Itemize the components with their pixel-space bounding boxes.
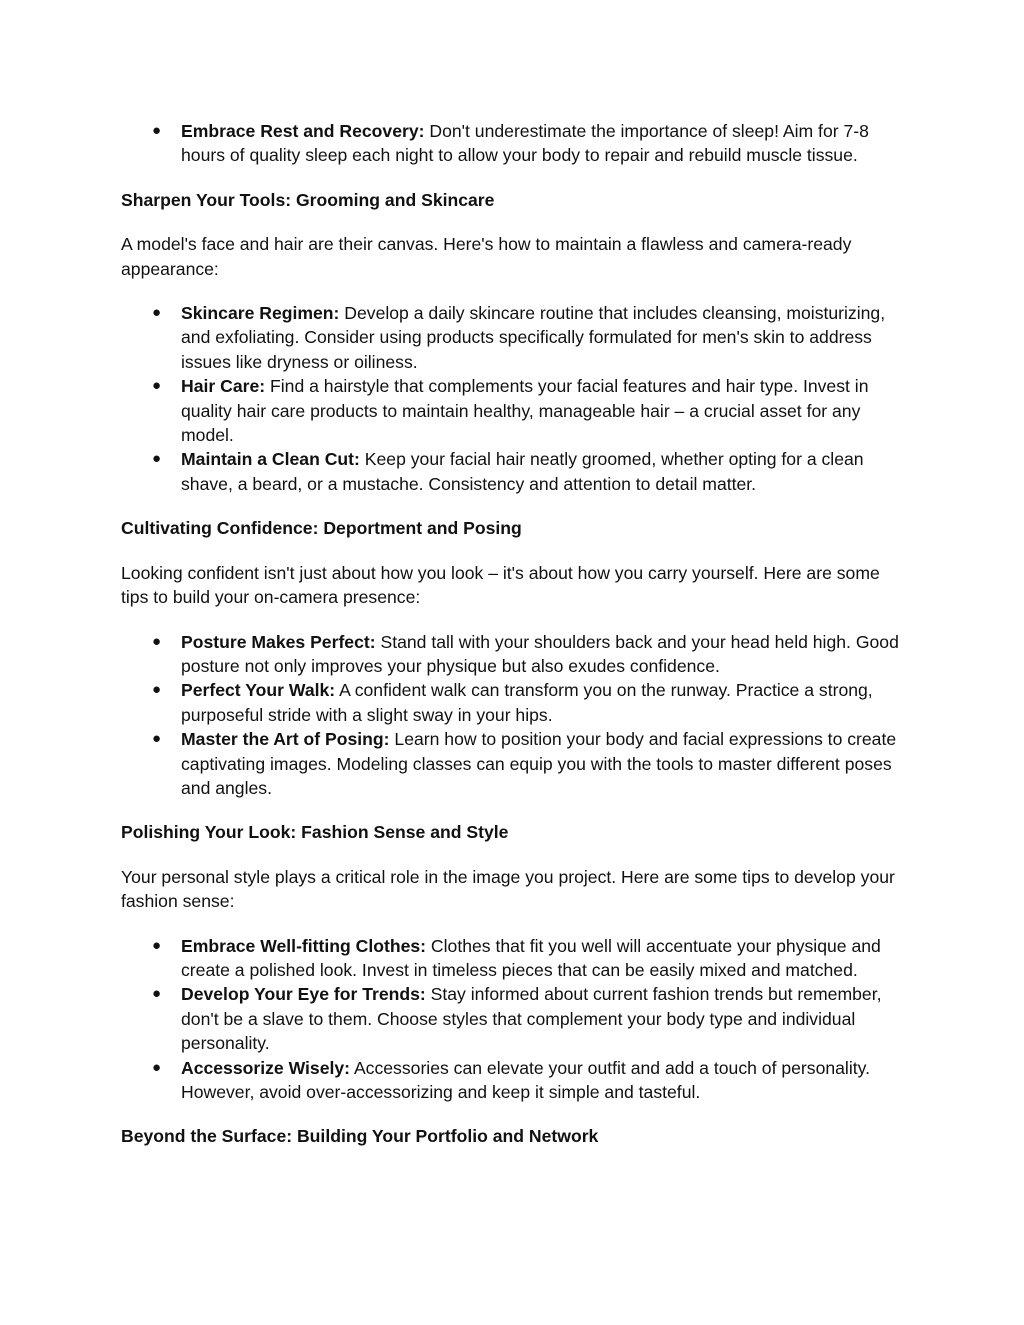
list-item-term: Accessorize Wisely: <box>181 1057 351 1078</box>
list-item-term: Develop Your Eye for Trends: <box>181 984 426 1005</box>
list-item <box>121 982 905 1055</box>
list-item-term: Hair Care: <box>181 376 266 397</box>
bullet-icon: ● <box>152 985 162 1003</box>
list-item-term: Embrace Well-fitting Clothes: <box>181 935 427 956</box>
list-item-text: Stand tall with your shoulders back and your head held high. Good posture not only improves your physique but also exudes confidence. <box>181 631 899 676</box>
list-item <box>121 727 905 800</box>
list-item <box>121 374 905 447</box>
list-item-text: A confident walk can transform you on the runway. Practice a strong, purposeful stride with a slight sway in your hips. <box>181 680 873 725</box>
section-heading-portfolio: Beyond the Surface: Building Your Portfolio and Network <box>121 1126 599 1147</box>
bullet-icon: ● <box>152 681 162 699</box>
section-heading-confidence: Cultivating Confidence: Deportment and Posing <box>121 518 522 539</box>
list-item-text: Develop a daily skincare routine that includes cleansing, moisturizing, and exfoliating. Consider using products specifically formulated for men's skin to address issues like dryness or oiliness. <box>181 303 886 372</box>
list-item <box>121 447 905 496</box>
list-item-text: Accessories can elevate your outfit and add a touch of personality. However, avoid over-accessorizing and keep it simple and tasteful. <box>181 1057 871 1102</box>
list-item-term: Master the Art of Posing: <box>181 729 390 750</box>
bullet-list-fashion <box>121 934 905 1105</box>
list-item <box>121 1056 905 1105</box>
list-item-text: Learn how to position your body and facial expressions to create captivating images. Modeling classes can equip you with the tools to master different poses and angles. <box>181 729 897 798</box>
bullet-icon: ● <box>152 730 162 748</box>
bullet-icon: ● <box>152 450 162 468</box>
list-item <box>121 119 905 168</box>
bullet-list-rest <box>121 119 905 168</box>
bullet-icon: ● <box>152 377 162 395</box>
list-item <box>121 301 905 374</box>
list-item-text: Don't underestimate the importance of sleep! Aim for 7-8 hours of quality sleep each night to allow your body to repair and rebuild muscle tissue. <box>181 121 869 166</box>
list-item-term: Skincare Regimen: <box>181 303 340 324</box>
list-item-text: Find a hairstyle that complements your facial features and hair type. Invest in quality hair care products to maintain healthy, manageable hair – a crucial asset for any model. <box>181 376 869 446</box>
document-page <box>121 119 905 1149</box>
list-item-term: Embrace Rest and Recovery: <box>181 121 425 141</box>
list-item-text: Keep your facial hair neatly groomed, whether opting for a clean shave, a beard, or a mustache. Consistency and attention to detail matter. <box>181 449 864 494</box>
list-item-term: Maintain a Clean Cut: <box>181 449 360 470</box>
list-item-text: Stay informed about current fashion trends but remember, don't be a slave to them. Choose styles that complement your body type and individual personality. <box>181 984 882 1054</box>
list-item <box>121 934 905 983</box>
section-heading-grooming: Sharpen Your Tools: Grooming and Skincare <box>121 189 495 210</box>
bullet-icon: ● <box>152 936 162 954</box>
list-item <box>121 678 905 727</box>
bullet-icon: ● <box>152 304 162 322</box>
section-heading-fashion: Polishing Your Look: Fashion Sense and Style <box>121 822 509 843</box>
bullet-list-grooming <box>121 301 905 496</box>
bullet-icon: ● <box>152 1058 162 1076</box>
bullet-icon: ● <box>152 122 162 139</box>
list-item-term: Posture Makes Perfect: <box>181 631 376 652</box>
section-intro-fashion: Your personal style plays a critical role in the image you project. Here are some tips to develop your fashion sense: <box>121 866 895 912</box>
section-intro-grooming: A model's face and hair are their canvas. Here's how to maintain a flawless and camera-ready appearance: <box>121 234 852 279</box>
list-item <box>121 630 905 679</box>
bullet-list-confidence <box>121 630 905 801</box>
section-intro-confidence: Looking confident isn't just about how you look – it's about how you carry yourself. Here are some tips to build your on-camera presence: <box>121 562 880 608</box>
bullet-icon: ● <box>152 632 162 650</box>
list-item-term: Perfect Your Walk: <box>181 680 336 701</box>
list-item-text: Clothes that fit you well will accentuate your physique and create a polished look. Invest in timeless pieces that can be easily mixed and matched. <box>181 935 881 980</box>
